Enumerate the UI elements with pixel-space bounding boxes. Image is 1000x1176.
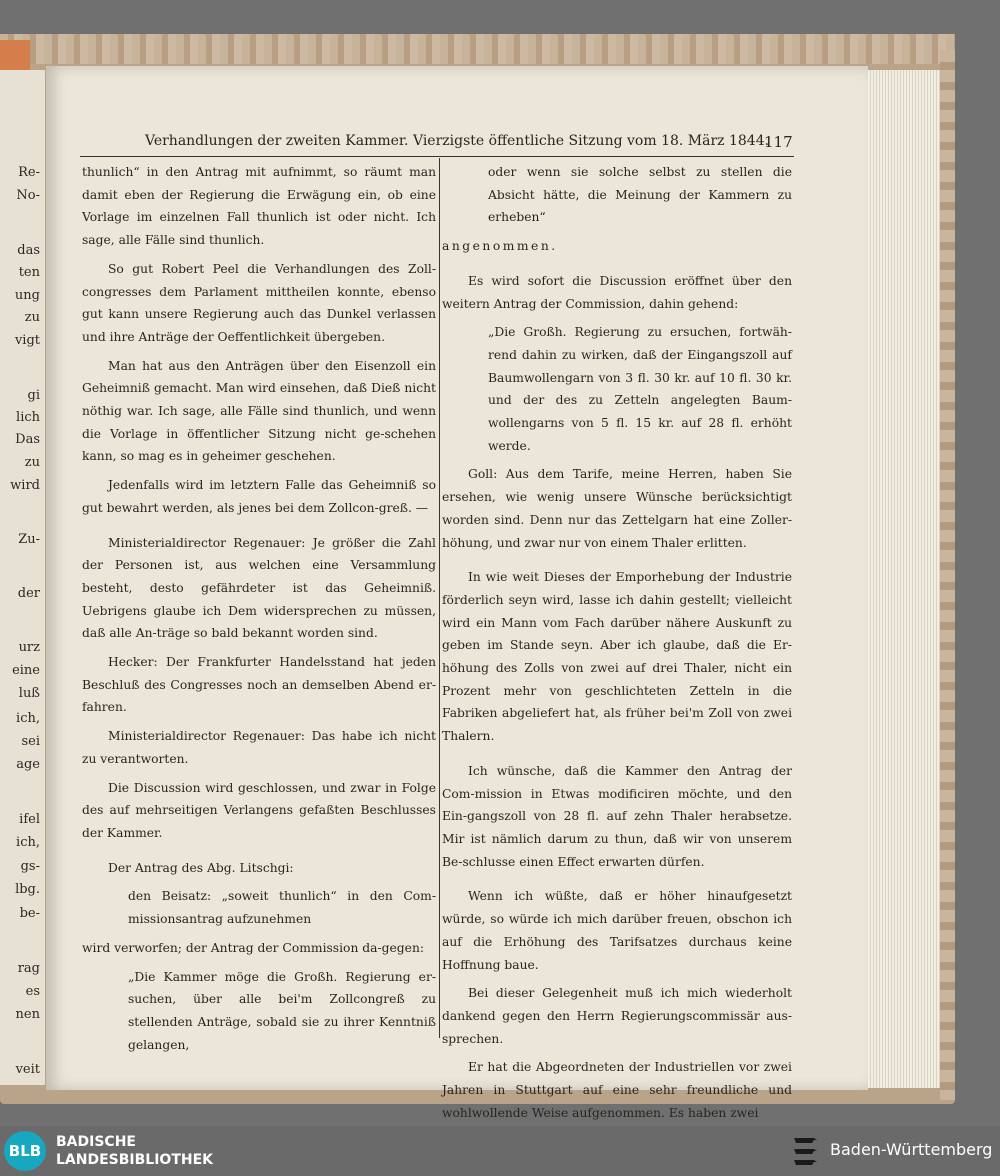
left-page-text: gi (27, 388, 40, 403)
left-page-text: das (17, 243, 40, 258)
left-page-text: nen (15, 1007, 40, 1022)
paragraph: Ministerialdirector Regenauer: Je größer die Zahl der Personen ist, aus welchen eine Versammlung besteht, desto gefährdeter ist das Geheimniß. Uebrigens glaube ich Dem widersprechen zu müssen, daß alle An-träge so bald bekannt worden sind. (82, 535, 436, 641)
paragraph: Der Antrag des Abg. Litschgi: (108, 860, 294, 875)
quoted-motion: oder wenn sie solche selbst zu stellen die Absicht hätte, die Meinung der Kammern zu erheben“ (488, 165, 792, 225)
left-page-text: urz (18, 640, 40, 655)
left-page-text: luß (18, 686, 40, 701)
left-page-text: veit (15, 1062, 40, 1077)
left-page-text: gs- (20, 859, 40, 874)
book-spine-corner (0, 40, 30, 70)
left-page-text: der (17, 586, 40, 601)
left-page-text: age (16, 757, 40, 772)
left-page-text: Zu- (18, 532, 40, 547)
left-page-text: Re- (18, 165, 40, 180)
paragraph: Ich wünsche, daß die Kammer den Antrag der Com-mission in Etwas modificiren möchte, und den Ein-gangszoll von 28 fl. auf zehn Thaler herabsetze. Mir ist nämlich darum zu thun, daß wir von unserem Be-schlusse einen Effect erwarten dürfen. (442, 763, 792, 869)
left-page-text: wird (10, 478, 40, 493)
left-page-text: ich, (16, 711, 40, 726)
quoted-motion: „Die Großh. Regierung zu ersuchen, fortwäh-rend dahin zu wirken, daß der Eingangszoll auf Baumwollengarn von 3 fl. 30 kr. auf 10 fl. 30 kr. und der des zu Zetteln angelegten Baum-wollengarns von 5 fl. 15 kr. auf 28 fl. erhöht werde. (488, 325, 792, 453)
left-column (82, 161, 436, 1062)
quoted-motion: „Die Kammer möge die Großh. Regierung er-suchen, über alle bei'm Zollcongreß zu stellenden Anträge, sobald sie zu ihrer Kenntniß gelangen, (128, 969, 436, 1052)
left-page-text: lbg. (15, 882, 40, 897)
right-column (442, 161, 792, 1126)
three-lions-icon (792, 1134, 820, 1168)
left-page-text: ung (14, 288, 40, 303)
page-edges (868, 70, 940, 1088)
paragraph: wird verworfen; der Antrag der Commission da-gegen: (82, 940, 425, 955)
left-page-text: zu (24, 455, 40, 470)
paragraph: Jedenfalls wird im letztern Falle das Geheimniß so gut bewahrt werden, als jenes bei dem Zollcon-greß. — (82, 478, 436, 515)
page-number: 117 (764, 133, 793, 151)
paragraph: Wenn ich wüßte, daß er höher hinaufgesetzt würde, so würde ich mich darüber freuen, obschon ich auf die Erhöhung des Tarifsatzes durchaus keine Hoffnung baue. (442, 889, 792, 972)
running-head: Verhandlungen der zweiten Kammer. Vierzigste öffentliche Sitzung vom 18. März 1844. (145, 133, 770, 149)
quoted-motion: den Beisatz: „soweit thunlich“ in den Com-missionsantrag aufzunehmen (128, 889, 436, 927)
paragraph: angenommen. (442, 239, 558, 254)
left-page-text: be- (19, 906, 40, 921)
library-name-line: LANDESBIBLIOTHEK (56, 1152, 214, 1168)
viewer-footer (0, 1126, 1000, 1176)
left-page-text: ich, (16, 835, 40, 850)
left-page-text: zu (24, 310, 40, 325)
paragraph: Goll: Aus dem Tarife, meine Herren, haben Sie ersehen, wie wenig unsere Wünsche berücksichtigt worden sind. Denn nur das Zettelgarn hat eine Zoller-höhung, und zwar nur von einem Thaler erlitten. (442, 467, 792, 550)
paragraph: Ministerialdirector Regenauer: Das habe ich nicht zu verantworten. (82, 729, 436, 766)
paragraph: Hecker: Der Frankfurter Handelsstand hat jeden Beschluß des Congresses noch an demselben Abend er-fahren. (82, 655, 436, 715)
blb-logo[interactable]: BLB (4, 1131, 46, 1171)
paragraph: Man hat aus den Anträgen über den Eisenzoll ein Geheimniß gemacht. Man wird einsehen, daß Dieß nicht nöthig war. Ich sage, alle Fälle sind thunlich, und wenn die Vorlage in öffentlicher Sitzung nicht ge-schehen kann, so mag es in geheimer geschehen. (82, 358, 436, 464)
book-cover-right-edge (940, 50, 955, 1100)
left-page-text: eine (12, 663, 40, 678)
paragraph: So gut Robert Peel die Verhandlungen des Zoll-congresses dem Parlament mittheilen konnte, ebenso gut kann unsere Regierung auch das Dunkel verlassen und ihre Anträge der Oeffentlichkeit übergeben. (82, 261, 436, 344)
paragraph: Es wird sofort die Discussion eröffnet über den weitern Antrag der Commission, dahin gehend: (442, 273, 792, 311)
book-cover-marbled-edge (0, 34, 955, 64)
paragraph: thunlich“ in den Antrag mit aufnimmt, so räumt man damit eben der Regierung die Erwägung ein, ob eine Vorlage im einzelnen Fall thunlich ist oder nicht. Ich sage, alle Fälle sind thunlich. (82, 165, 436, 248)
left-page-fragment (0, 70, 45, 1085)
state-name[interactable]: Baden-Württemberg (830, 1140, 993, 1159)
paragraph: Er hat die Abgeordneten der Industriellen vor zwei Jahren in Stuttgart auf eine sehr freundliche und wohlwollende Weise aufgenommen. Es haben zwei (442, 1060, 792, 1120)
left-page-text: vigt (14, 333, 40, 348)
library-name[interactable] (56, 1133, 213, 1169)
library-name-line: BADISCHE (56, 1134, 136, 1150)
left-page-text: ifel (19, 812, 40, 827)
header-rule (80, 156, 794, 157)
left-page-text: Das (15, 432, 40, 447)
column-rule (439, 158, 440, 1038)
paragraph: In wie weit Dieses der Emporhebung der Industrie förderlich seyn wird, lasse ich dahin gestellt; vielleicht wird ein Mann vom Fach darüber nähere Auskunft zu geben im Stande seyn. Aber ich glaube, daß die Er-höhung des Zolls von zwei auf drei Thaler, nicht ein Prozent mehr von geschlichteten Zetteln in die Fabriken abgeliefert hat, als früher bei'm Zoll von zwei Thalern. (442, 570, 792, 744)
left-page-text: No- (16, 188, 40, 203)
left-page-text: rag (17, 961, 40, 976)
left-page-text: ten (18, 265, 40, 280)
paragraph: Die Discussion wird geschlossen, und zwar in Folge des auf mehrseitigen Verlangens gefaßten Beschlusses der Kammer. (82, 780, 436, 840)
left-page-text: es (25, 984, 40, 999)
paragraph: Bei dieser Gelegenheit muß ich mich wiederholt dankend gegen den Herrn Regierungscommissär aus-sprechen. (442, 986, 792, 1046)
left-page-text: lich (16, 410, 40, 425)
left-page-text: sei (21, 734, 40, 749)
